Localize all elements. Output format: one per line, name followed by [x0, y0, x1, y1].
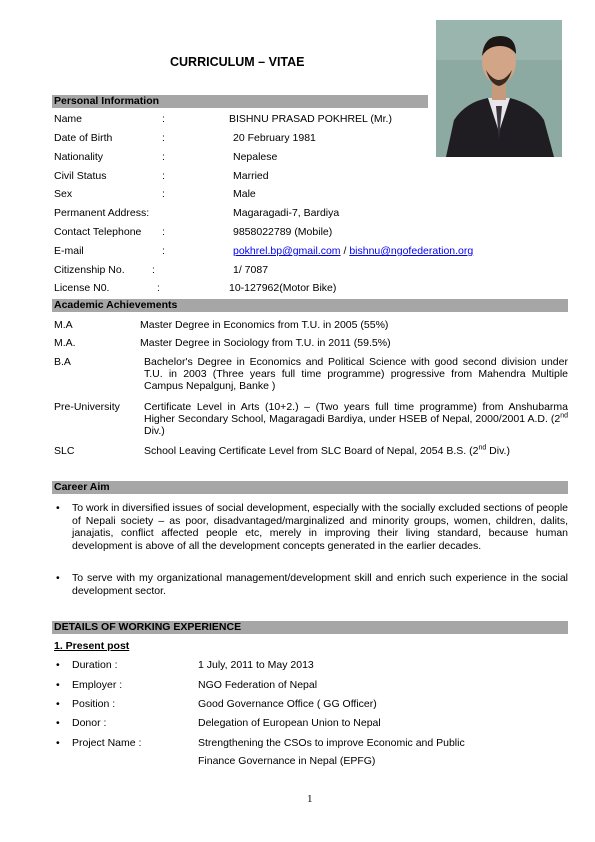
exp-label: Donor :: [72, 717, 107, 729]
value-civil-status: Married: [233, 170, 269, 182]
colon: :: [162, 188, 165, 200]
degree-label: M.A.: [54, 337, 76, 349]
degree-label: Pre-University: [54, 401, 120, 413]
degree-text: Certificate Level in Arts (10+2.) – (Two years full time programme) from Anshubarma Higher Secondary School, Magaragadi Bardiya, under HSEB of Nepal, 2000/2001 A.D. (2nd Div.): [144, 401, 568, 437]
colon: :: [162, 132, 165, 144]
document-title: CURRICULUM – VITAE: [170, 55, 305, 69]
bullet-icon: •: [56, 717, 60, 729]
email-separator: /: [340, 245, 350, 257]
value-dob: 20 February 1981: [233, 132, 316, 144]
value-name: BISHNU PRASAD POKHREL (Mr.): [229, 113, 392, 125]
colon: :: [162, 170, 165, 182]
label-nationality: Nationality: [54, 151, 104, 163]
label-citizenship: Citizenship No.: [54, 264, 125, 276]
exp-label: Duration :: [72, 659, 118, 671]
bullet-icon: •: [56, 698, 60, 710]
section-bar-personal: Personal Information: [52, 95, 428, 108]
email-link-secondary[interactable]: bishnu@ngofederation.org: [349, 245, 474, 257]
exp-value: Delegation of European Union to Nepal: [198, 717, 381, 729]
bullet-icon: •: [56, 737, 60, 749]
label-dob: Date of Birth: [54, 132, 113, 144]
colon: :: [157, 282, 160, 294]
exp-value: 1 July, 2011 to May 2013: [198, 659, 314, 671]
value-license: 10-127962(Motor Bike): [229, 282, 337, 294]
colon: :: [162, 151, 165, 163]
colon: :: [162, 113, 165, 125]
degree-text: Master Degree in Economics from T.U. in 2005 (55%): [140, 319, 389, 331]
label-telephone: Contact Telephone: [54, 226, 142, 238]
career-aim-item: To work in diversified issues of social development, especially with the socially excluded sections of people of Nepali society – as poor, disadvantaged/marginalized and minority groups, women, children, dalits, janajatis, conflict affected people etc, merely in improving their living standard, because human development is above of all the development concepts generated in the earlier decades.: [72, 502, 568, 552]
career-aim-item: To serve with my organizational management/development skill and enrich such experience in the social development sector.: [72, 572, 568, 597]
page-number: 1: [307, 793, 313, 805]
degree-label: B.A: [54, 356, 71, 368]
degree-label: SLC: [54, 445, 75, 457]
bullet-icon: •: [56, 502, 60, 514]
exp-value: Strengthening the CSOs to improve Economic and Public: [198, 737, 465, 749]
section-bar-career: Career Aim: [52, 481, 568, 494]
label-email: E-mail: [54, 245, 84, 257]
degree-text: Bachelor's Degree in Economics and Political Science with good second division under T.U. in 2003 (Three years full time programme) progressive from Mahendra Multiple Campus Nepalgunj, Banke ): [144, 356, 568, 392]
degree-text: Master Degree in Sociology from T.U. in 2011 (59.5%): [140, 337, 391, 349]
present-post-heading: 1. Present post: [54, 640, 130, 652]
profile-photo: [436, 20, 562, 157]
label-name: Name: [54, 113, 83, 125]
colon: :: [162, 245, 165, 257]
value-sex: Male: [233, 188, 256, 200]
section-bar-academic: Academic Achievements: [52, 299, 568, 312]
value-email: [233, 245, 473, 258]
value-telephone: 9858022789 (Mobile): [233, 226, 333, 238]
label-license: License N0.: [54, 282, 110, 294]
email-link-primary[interactable]: pokhrel.bp@gmail.com: [233, 245, 341, 257]
bullet-icon: •: [56, 659, 60, 671]
value-nationality: Nepalese: [233, 151, 278, 163]
exp-value: Good Governance Office ( GG Officer): [198, 698, 377, 710]
bullet-icon: •: [56, 679, 60, 691]
label-address: Permanent Address:: [54, 207, 150, 219]
degree-text: School Leaving Certificate Level from SLC Board of Nepal, 2054 B.S. (2nd Div.): [144, 444, 510, 457]
exp-label: Employer :: [72, 679, 123, 691]
degree-label: M.A: [54, 319, 73, 331]
exp-value-continued: Finance Governance in Nepal (EPFG): [198, 755, 376, 767]
section-bar-experience: DETAILS OF WORKING EXPERIENCE: [52, 621, 568, 634]
bullet-icon: •: [56, 572, 60, 584]
exp-label: Position :: [72, 698, 116, 710]
exp-label: Project Name :: [72, 737, 142, 749]
exp-value: NGO Federation of Nepal: [198, 679, 318, 691]
colon: :: [162, 226, 165, 238]
label-sex: Sex: [54, 188, 73, 200]
label-civil-status: Civil Status: [54, 170, 107, 182]
value-citizenship: 1/ 7087: [233, 264, 269, 276]
value-address: Magaragadi-7, Bardiya: [233, 207, 340, 219]
colon: :: [152, 264, 155, 276]
